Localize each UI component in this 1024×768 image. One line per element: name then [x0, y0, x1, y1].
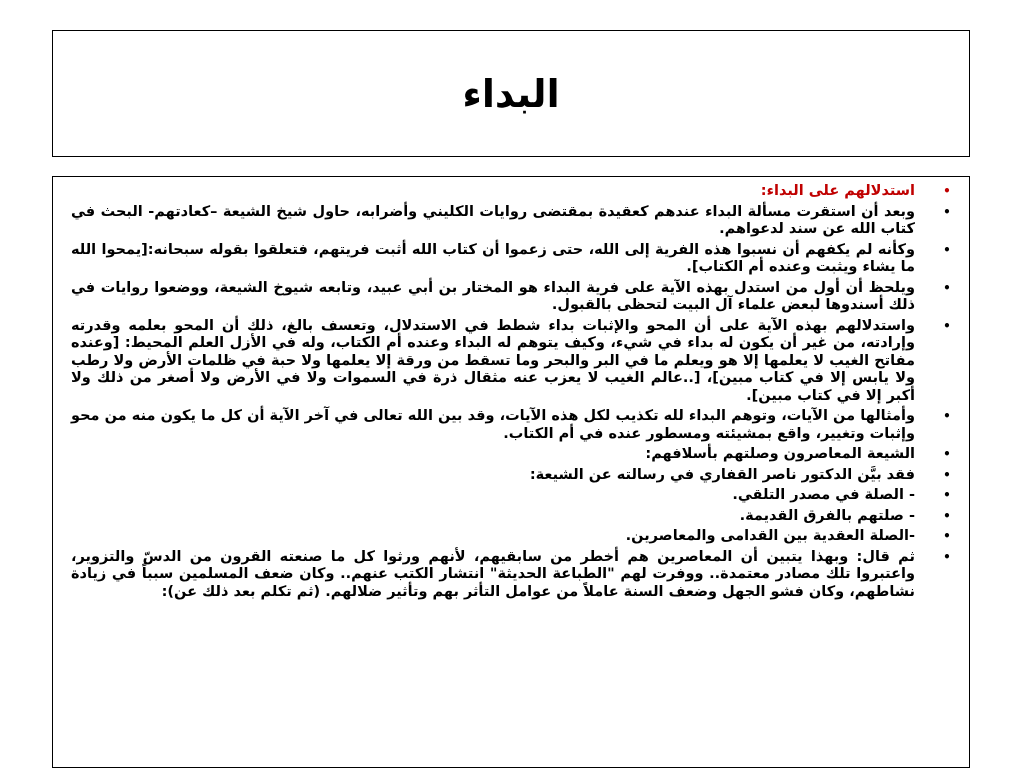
bullet-text: واستدلالهم بهذه الآية على أن المحو والإثبات بداء شطط في الاستدلال، وتعسف بالغ، ذلك أن المحو بعلمه وقدرته وإرادته، من غير أن يكون له بداء في شيء، وكيف يتوهم له البداء وعنده أم الكتاب، وله في الأزل العلم المحيط: [وعنده مفاتح الغيب لا يعلمها إلا هو ويعلم ما في البر والبحر وما تسقط من ورقة إلا يعلمها ولا حبة في ظلمات الأرض ولا رطب ولا يابس إلا في كتاب مبين]، [..عالم الغيب لا يعزب عنه مثقال ذرة في السموات ولا في الأرض ولا أصغر من ذلك ولا أكبر إلا في كتاب مبين]. — [71, 317, 915, 404]
bullet-item — [71, 204, 955, 239]
bullet-text: - صلتهم بالفرق القديمة. — [739, 507, 915, 524]
bullet-dot-icon: • — [943, 280, 951, 295]
title-frame — [52, 30, 970, 157]
bullet-text: استدلالهم على البداء: — [760, 183, 915, 199]
bullet-text: -الصلة العقدية بين القدامى والمعاصرين. — [625, 528, 915, 544]
slide-title: البداء — [462, 71, 560, 116]
bullet-text: ثم قال: وبهذا يتبين أن المعاصرين هم أخطر من سابقيهم، لأنهم ورثوا كل ما صنعته القرون من الدسّ والتزوير، واعتبروا تلك مصادر معتمدة.. ووفرت لهم "الطباعة الحديثة" انتشار الكتب عنهم.. وكان ضعف المسلمين سبباً في زيادة نشاطهم، وكان فشو الجهل وضعف السنة عاملاً من عوامل التأثر بهم وتأثير ضلالهم. (ثم تكلم بعد ذلك عن): — [71, 548, 915, 600]
bullet-text: وبعد أن استقرت مسألة البداء عندهم كعقيدة بمقتضى روايات الكليني وأضرابه، حاول شيخ الشيعة –كعادتهم- البحث في كتاب الله عن سند لدعواهم. — [71, 203, 915, 237]
bullet-item — [71, 549, 955, 602]
bullet-dot-icon: • — [943, 242, 951, 257]
bullet-item — [71, 280, 955, 315]
bullet-text: الشيعة المعاصرون وصلتهم بأسلافهم: — [645, 446, 915, 462]
bullet-item — [71, 508, 955, 526]
bullet-text: ويلحظ أن أول من استدل بهذه الآية على فرية البداء هو المختار بن أبي عبيد، وتابعه شيوخ الشيعة، ووضعوا روايات في ذلك أسندوها لبعض علماء آل البيت لتحظى بالقبول. — [71, 279, 915, 313]
bullet-dot-icon: • — [943, 508, 951, 523]
bullet-item — [71, 528, 955, 546]
bullet-dot-icon: • — [943, 184, 951, 198]
bullet-item — [71, 183, 955, 201]
bullet-text: وأمثالها من الآيات، وتوهم البداء لله تكذيب لكل هذه الآيات، وقد بين الله تعالى في آخر الآية أن كل ما يكون منه من محو وإثبات وتغيير، واقع بمشيئته ومسطور عنده في أم الكتاب. — [71, 408, 915, 442]
bullet-dot-icon: • — [943, 447, 951, 461]
bullet-item — [71, 446, 955, 464]
content-frame — [52, 176, 970, 768]
bullet-list — [71, 183, 955, 601]
bullet-item — [71, 408, 955, 443]
bullet-dot-icon: • — [943, 318, 951, 333]
bullet-item — [71, 467, 955, 485]
bullet-dot-icon: • — [943, 488, 951, 502]
bullet-text: فقد بيَّن الدكتور ناصر القفاري في رسالته عن الشيعة: — [529, 466, 915, 483]
bullet-dot-icon: • — [943, 409, 951, 423]
bullet-dot-icon: • — [943, 549, 951, 564]
bullet-item — [71, 487, 955, 505]
bullet-item — [71, 242, 955, 277]
bullet-text: وكأنه لم يكفهم أن نسبوا هذه الفرية إلى الله، حتى زعموا أن كتاب الله أثبت فريتهم، فتعلقوا بقوله سبحانه:[يمحوا الله ما يشاء ويثبت وعنده أم الكتاب]. — [71, 241, 915, 275]
bullet-dot-icon: • — [943, 467, 951, 482]
bullet-dot-icon: • — [943, 204, 951, 219]
bullet-dot-icon: • — [943, 529, 951, 543]
bullet-item — [71, 318, 955, 406]
bullet-text: - الصلة في مصدر التلقي. — [732, 487, 915, 503]
